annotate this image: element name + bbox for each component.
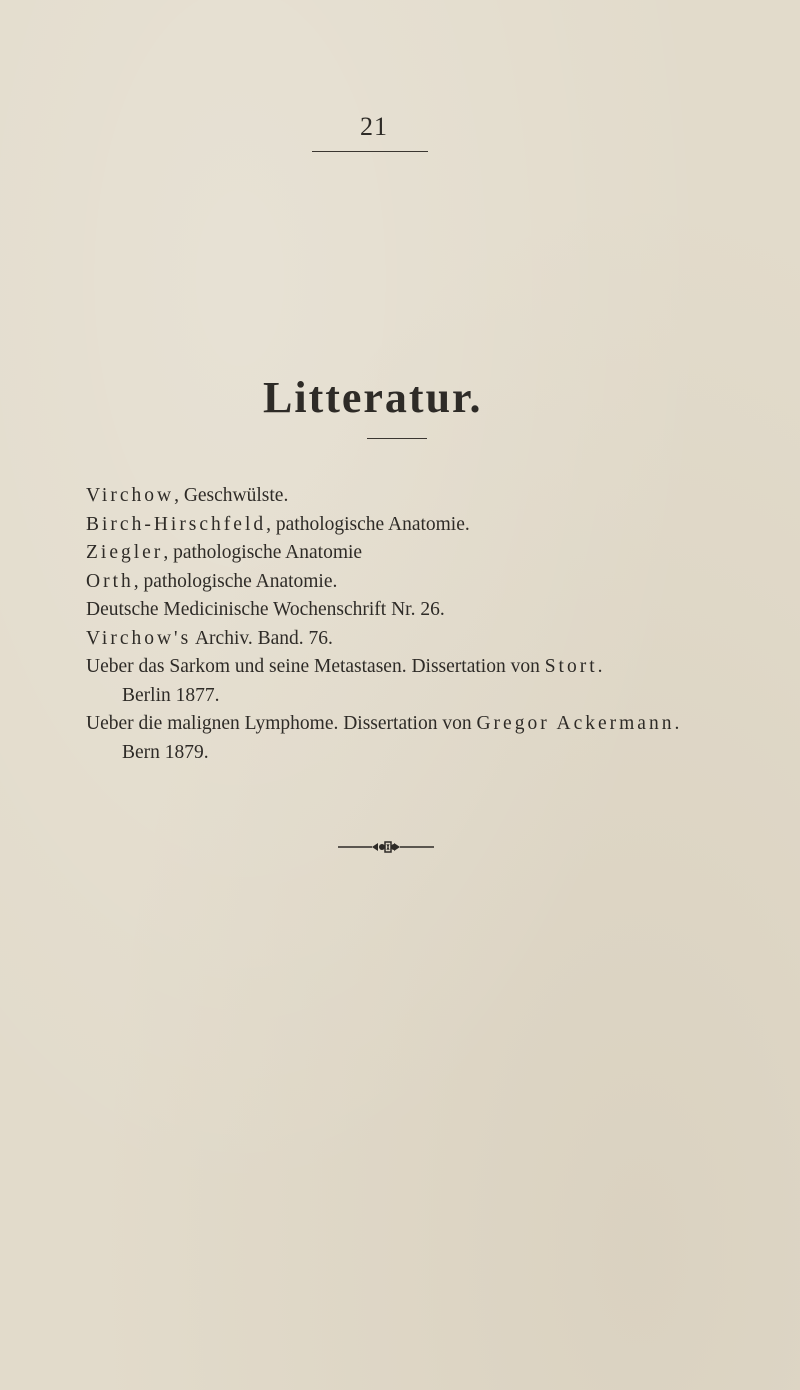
reference-text: , Geschwülste. — [174, 485, 289, 506]
reference-author: Ziegler — [86, 542, 164, 563]
section-title: Litteratur. — [263, 373, 483, 422]
reference-item — [86, 539, 786, 568]
reference-item — [86, 596, 786, 625]
reference-text: , pathologische Anatomie. — [266, 513, 470, 535]
reference-item — [86, 568, 786, 597]
page-number: 21 — [360, 112, 388, 141]
reference-author: Virchow — [86, 485, 175, 506]
page-number-rule — [312, 151, 428, 152]
reference-item — [86, 511, 786, 540]
reference-text: Deutsche Medicinische Wochenschrift Nr. 26. — [86, 599, 445, 620]
reference-text: Archiv. Band. 76. — [191, 627, 333, 649]
reference-list — [86, 482, 786, 767]
reference-author: Birch-Hirschfeld — [86, 513, 267, 535]
reference-item — [86, 710, 786, 767]
reference-text: , pathologische Anatomie — [163, 542, 363, 563]
title-rule — [367, 438, 427, 439]
reference-text-tail: . — [597, 656, 603, 677]
reference-item — [86, 625, 786, 654]
reference-person: Stort — [544, 656, 598, 677]
reference-text-tail: . — [674, 713, 680, 734]
reference-item — [86, 653, 786, 710]
reference-text: , pathologische Anatomie. — [133, 570, 338, 592]
reference-continuation: Berlin 1877. — [122, 684, 220, 706]
reference-person: Gregor Ackermann — [476, 713, 675, 734]
reference-continuation: Bern 1879. — [122, 741, 209, 763]
end-ornament-icon — [338, 840, 434, 854]
reference-author: Virchow's — [86, 627, 192, 649]
reference-item — [86, 482, 786, 511]
reference-text: Ueber das Sarkom und seine Metastasen. Dissertation von — [86, 656, 545, 677]
reference-text: Ueber die malignen Lymphome. Dissertation von — [86, 713, 477, 734]
reference-author: Orth — [86, 570, 134, 592]
